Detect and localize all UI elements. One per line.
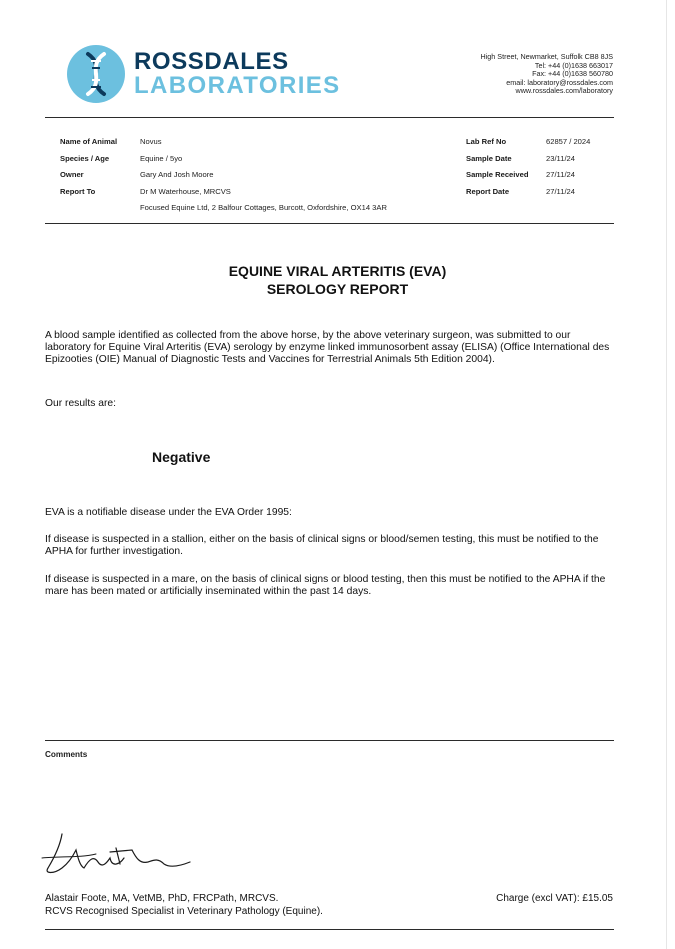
detail-row-owner	[60, 167, 387, 184]
detail-row-report-date	[466, 184, 590, 201]
report-to-address: Focused Equine Ltd, 2 Balfour Cottages, Burcott, Oxfordshire, OX14 3AR	[140, 203, 387, 213]
sample-date-value: 23/11/24	[546, 153, 575, 163]
notifiable-statement: EVA is a notifiable disease under the EVA Order 1995:	[45, 507, 292, 518]
address-street: High Street, Newmarket, Suffolk CB8 8JS	[480, 52, 613, 61]
name-value: Novus	[140, 137, 162, 146]
address-tel: Tel: +44 (0)1638 663017	[534, 60, 613, 70]
details-divider	[45, 223, 614, 224]
address-website: www.rossdales.com/laboratory	[515, 86, 613, 96]
address-email: email: laboratory@rossdales.com	[506, 77, 613, 87]
detail-row-name	[60, 134, 387, 151]
detail-row-sample-date	[466, 151, 590, 168]
lab-ref-label: Lab Ref No	[466, 137, 507, 146]
lab-details	[466, 134, 590, 200]
report-title-line1: EQUINE VIRAL ARTERITIS (EVA)	[228, 263, 447, 279]
sample-received-label: Sample Received	[466, 170, 529, 180]
detail-row-sample-received	[466, 167, 590, 184]
mare-note: If disease is suspected in a mare, on the basis of clinical signs or blood testing, then this must be notified to the APHA if the mare has been mated or artificially inseminated within the past 14 days.	[45, 574, 606, 597]
report-date-value: 27/11/24	[546, 186, 575, 196]
charge-amount: Charge (excl VAT): £15.05	[496, 893, 613, 904]
comments-divider	[45, 740, 614, 741]
sample-date-label: Sample Date	[466, 153, 512, 163]
stallion-note: If disease is suspected in a stallion, either on the basis of clinical signs or blood/semen testing, this must be notified to the APHA for further investigation.	[45, 534, 599, 557]
brand-name-line1: ROSSDALES	[134, 48, 289, 75]
animal-details	[60, 134, 387, 217]
species-label: Species / Age	[60, 153, 110, 163]
brand-name-line2: LABORATORIES	[134, 72, 341, 99]
species-value: Equine / 5yo	[140, 153, 183, 163]
report-to-value: Dr M Waterhouse, MRCVS	[140, 186, 231, 196]
report-to-label: Report To	[60, 186, 96, 196]
lab-ref-value: 62857 / 2024	[546, 137, 591, 146]
report-date-label: Report Date	[466, 186, 510, 196]
report-title-line2: SEROLOGY REPORT	[266, 281, 409, 297]
results-intro: Our results are:	[45, 398, 116, 409]
owner-label: Owner	[60, 170, 84, 180]
dna-helix-icon	[66, 44, 126, 104]
detail-row-species	[60, 151, 387, 168]
sample-received-value: 27/11/24	[546, 170, 575, 180]
owner-value: Gary And Josh Moore	[140, 170, 214, 180]
address-fax: Fax: +44 (0)1638 560780	[532, 69, 613, 79]
page-edge	[666, 0, 667, 949]
lab-address	[481, 53, 614, 96]
footer-divider	[45, 929, 614, 930]
test-result: Negative	[152, 449, 211, 465]
detail-row-lab-ref	[466, 134, 590, 151]
signatory	[45, 892, 323, 918]
handwritten-signature	[40, 828, 200, 878]
name-label: Name of Animal	[60, 137, 118, 146]
detail-row-report-to	[60, 184, 387, 201]
signatory-title: RCVS Recognised Specialist in Veterinary Pathology (Equine).	[45, 906, 323, 917]
header-divider	[45, 117, 614, 118]
intro-paragraph: A blood sample identified as collected from the above horse, by the above veterinary surgeon, was submitted to our laboratory for Equine Viral Arteritis (EVA) serology by enzyme linked immunosorbent assay (ELISA) (Office International des Epizooties (OIE) Manual of Diagnostic Tests and Vaccines for Terrestrial Animals 5th Edition 2004).	[45, 330, 610, 365]
detail-row-report-to-address	[60, 200, 387, 217]
signatory-name: Alastair Foote, MA, VetMB, PhD, FRCPath, MRCVS.	[45, 893, 279, 904]
comments-label: Comments	[45, 750, 88, 759]
